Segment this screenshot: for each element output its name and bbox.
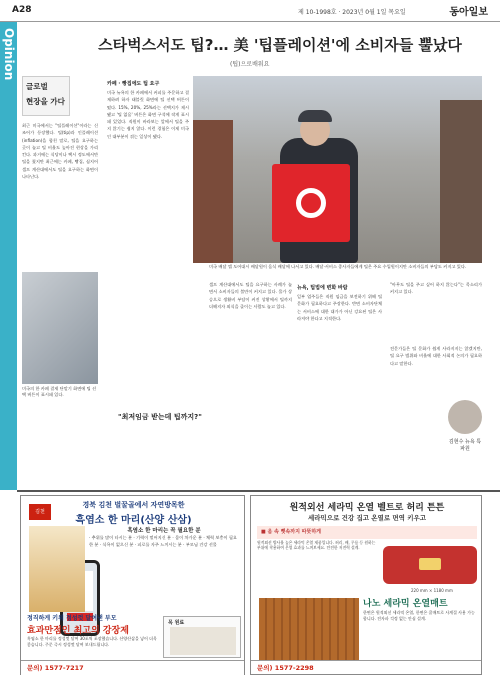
belt-dimensions: 220 mm × 1180 mm <box>411 588 453 593</box>
mat-description: 한면은 원적외선 세라믹 온열, 한면은 쿨매트로 사계절 사용 가능합니다. 전자파 걱정 없는 안심 설계. <box>363 610 475 621</box>
newspaper-logo: 동아일보 <box>449 7 488 18</box>
ingredient-box <box>163 616 241 658</box>
mat-title: 나노 세라믹 온열매트 <box>363 599 448 609</box>
section-label: Opinion <box>2 28 16 81</box>
article-column-5: "아무도 팁을 주고 싶어 하지 않는다"는 목소리가 커지고 있다. <box>390 282 482 295</box>
belt-image <box>383 546 477 584</box>
ad-slogan: 효과만점인 최고의 강장제 <box>27 626 129 636</box>
ad-ceramic-belt[interactable] <box>250 495 482 675</box>
article-column-4 <box>297 281 382 481</box>
ad-benefit-list: · 추위를 많이 타시는 분 · 기력이 떨어지신 분 · 몸이 차가운 분 · 체력 보충이 필요한 분 · 식욕이 없으신 분 · 피로를 자주 느끼시는 분 · 부모님 건강 선물 <box>89 535 237 547</box>
brand-badge: 김천 <box>29 504 51 520</box>
ad-feature-text: 원적외선 방사율 높은 세라믹 온열 제품입니다. 허리, 배, 무릎 등 원하는 부위에 착용하여 온열 효과를 느껴보세요. 안전한 저전력 설계. <box>257 540 376 551</box>
column-title-1: 글로벌 <box>26 82 48 91</box>
article-column-2 <box>107 80 189 400</box>
payment-terminal-photo <box>22 272 98 384</box>
article-column-6: 전문가들은 팁 문화가 쉽게 사라지지는 않겠지만, 팁 요구 범위와 비율에 대한 사회적 논의가 필요하다고 말한다. <box>390 346 482 366</box>
pull-quote: "최저임금 받는데 팁까지?" <box>118 413 202 421</box>
photo-caption-2: 미국 배달 앱 도어대시 배달원이 음식 배달에 나서고 있다. 배달·서비스 종사자들에게 팁은 주요 수입원이지만 소비자들의 부담도 커지고 있다. <box>209 264 467 269</box>
ad-phone[interactable]: 문의) 1577-7217 <box>21 660 244 675</box>
building-left <box>193 120 233 263</box>
article-paragraph: 일부 업주들은 직원 임금을 보전하기 위해 팁 문화가 필요하다고 주장한다. 반면 소비자단체는 서비스에 대한 대가가 아닌 강요된 팁은 사라져야 한다고 지적한다. <box>297 294 382 321</box>
page-number: A28 <box>12 5 32 15</box>
ad-phone[interactable]: 문의) 1577-2298 <box>251 660 481 675</box>
ingredient-title: 목 원료 <box>168 620 185 626</box>
mat-image <box>259 598 359 660</box>
product-image <box>29 526 85 612</box>
ad-product-title: 흑염소 한 마리는 꼭 필요한 분 <box>127 528 201 534</box>
photo-caption-1: 미국의 한 카페 결제 단말기 화면에 팁 선택 버튼이 표시돼 있다. <box>22 386 97 397</box>
reporter-avatar <box>448 400 482 434</box>
ad-headline-1: 경북 김천 벌꿀골에서 자연방목한 <box>82 501 185 509</box>
headline: 스타벅스서도 팁?… 美 '팁플레이션'에 소비자들 뿔났다 <box>98 36 462 54</box>
article-column-1: 최근 미국에서는 "팁플레이션"이라는 신조어가 등장했다. 팁(tip)과 인플레이션(inflation)을 합친 말로, 팁을 요구하는 곳이 늘고 팁 비율도 높아진 현상을 가리킨다. 과거에는 식당이나 택시 정도에서만 팁을 줬지만 최근에는 카페, 빵집, 심지어 셀프 계산대에서도 팁을 요구하는 화면이 나타난다. <box>22 123 98 180</box>
column-title-2: 현장을 가다 <box>26 97 65 106</box>
byline: 김현수 뉴욕 특파원 <box>448 439 482 452</box>
delivery-worker-figure <box>262 110 382 263</box>
issue-meta: 제 10-1998호 · 2023년 0월 1일 목요일 <box>298 9 406 16</box>
package-image <box>170 627 236 655</box>
section-heading: 카페 · 빵집에도 팁 요구 <box>107 81 160 87</box>
ad-feature-bar: ■ 음 속 뼛속까지 따뜻하게 <box>257 526 477 539</box>
column-title-box <box>22 76 70 116</box>
ad-goat-tonic[interactable] <box>20 495 245 675</box>
hat-shape <box>298 110 332 122</box>
ad-divider <box>17 490 500 492</box>
section-heading: 뉴욕, 팁법에 변화 바람 <box>297 285 348 291</box>
ad-tagline: 정직하게 키워 정성껏 달여낸 부모 <box>27 615 117 622</box>
ad-description: 흑염소 한 마리를 정성껏 달여 30포씩 포장했습니다. 산양산삼을 넣어 더욱 좋습니다. 주문 즉시 정성껏 달여 보내드립니다. <box>27 636 157 647</box>
belt-label <box>419 558 441 570</box>
ad-headline-2: 흑염소 한 마리(산양 산삼) <box>75 515 192 526</box>
delivery-logo-icon <box>296 188 326 218</box>
ad-headline-1: 원적외선 세라믹 온열 벨트로 허리 튼튼 <box>289 503 445 513</box>
building-right <box>440 100 482 263</box>
ad-headline-2: 세라믹으로 건강 집고 온열로 면역 키우고 <box>307 514 427 522</box>
subheadline: (팁)으로배워요 <box>230 61 270 68</box>
section-sidebar <box>0 22 17 490</box>
article-paragraph: 미국 뉴욕의 한 카페에서 커피를 주문하고 결제하려 하자 태블릿 화면에 팁 선택 버튼이 떴다. 15%, 20%, 25%라는 선택지가 제시됐고 '팁 없음' 버튼은 화면 구석에 작게 표시돼 있었다. 직원이 바라보는 앞에서 팁을 주지 않기는 쉽지 않다. 이런 경험은 이제 미국인 대부분이 겪는 일상이 됐다. <box>107 90 189 139</box>
delivery-bag <box>272 164 350 242</box>
article-column-3: 셀프 계산대에서도 팁을 요구하는 사례가 늘면서 소비자들의 불만이 커지고 있다. 물가 상승으로 생활비 부담이 커진 상황에서 팁까지 더해지자 외식을 줄이는 사람도 늘고 있다. <box>209 282 292 309</box>
page-header <box>0 0 500 22</box>
